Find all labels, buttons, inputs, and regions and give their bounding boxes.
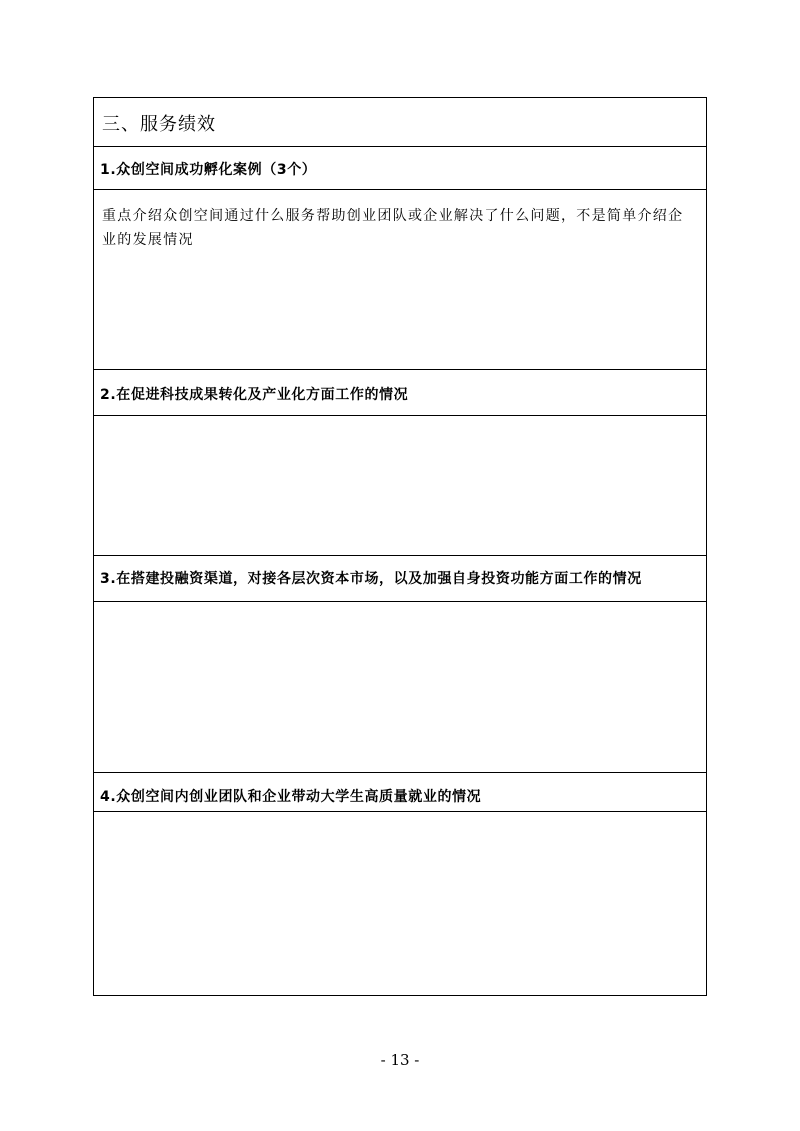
item-2-label: 2.在促进科技成果转化及产业化方面工作的情况 [100, 387, 409, 403]
item-3-label-row [94, 556, 706, 602]
item-3-label: 3.在搭建投融资渠道，对接各层次资本市场，以及加强自身投资功能方面工作的情况 [100, 571, 642, 587]
section-heading-row [94, 98, 706, 147]
item-2-answer-area[interactable] [94, 416, 706, 556]
item-4-label-row [94, 773, 706, 812]
item-1-hint: 重点介绍众创空间通过什么服务帮助创业团队或企业解决了什么问题，不是简单介绍企业的发展情况 [102, 208, 684, 248]
item-2-label-row [94, 370, 706, 416]
section-title: 三、服务绩效 [102, 114, 216, 135]
item-1-label: 1.众创空间成功孵化案例（3个） [100, 162, 317, 178]
item-3-answer-area[interactable] [94, 602, 706, 773]
item-4-label: 4.众创空间内创业团队和企业带动大学生高质量就业的情况 [100, 789, 482, 805]
item-1-label-row [94, 147, 706, 190]
performance-form-table [93, 97, 707, 996]
page-number: - 13 - [380, 1051, 420, 1069]
item-4-answer-area[interactable] [94, 812, 706, 995]
item-1-answer-area[interactable] [94, 190, 706, 370]
